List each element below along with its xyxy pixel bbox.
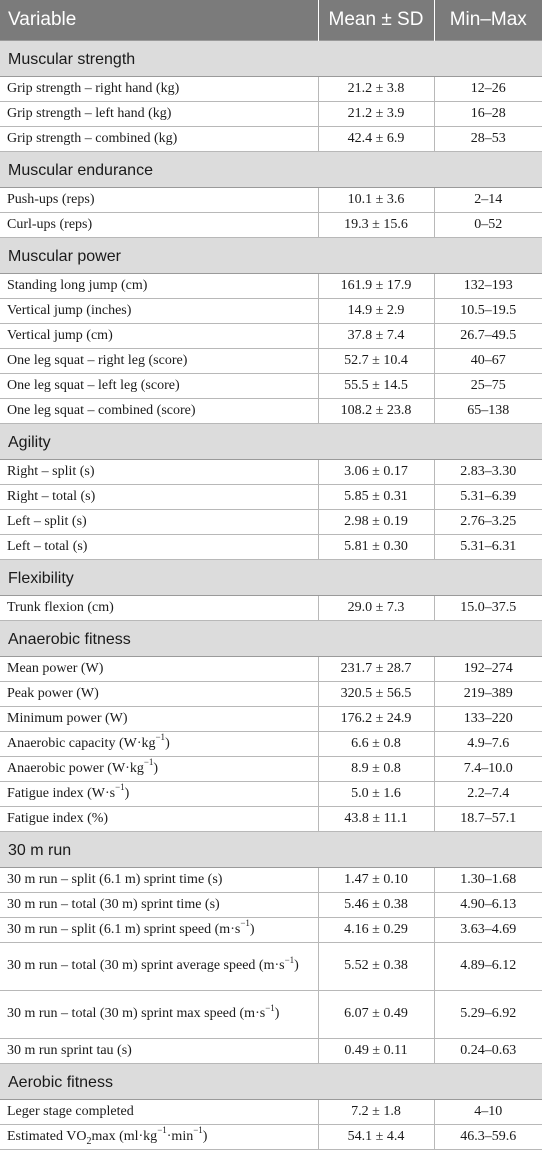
variable-cell: Left – total (s) [0, 535, 318, 560]
variable-cell: 30 m run – total (30 m) sprint time (s) [0, 893, 318, 918]
variable-cell: Right – split (s) [0, 460, 318, 485]
section-title: Muscular power [0, 238, 542, 274]
variable-cell: One leg squat – right leg (score) [0, 349, 318, 374]
variable-cell: Grip strength – left hand (kg) [0, 102, 318, 127]
mean-sd-cell: 29.0 ± 7.3 [318, 596, 434, 621]
variable-cell: Anaerobic power $(W\cdot kg^{-1})$ [0, 757, 318, 782]
table-row [0, 1100, 542, 1125]
variable-cell: Leger stage completed [0, 1100, 318, 1125]
table-row [0, 991, 542, 1039]
section-title: Flexibility [0, 560, 542, 596]
min-max-cell: 40–67 [434, 349, 542, 374]
mean-sd-cell: 37.8 ± 7.4 [318, 324, 434, 349]
variable-cell: Estimated $VO_2\max$ $(ml\cdot kg^{-1}\cdot\min^{-1})$ [0, 1125, 318, 1150]
variable-cell: Left – split (s) [0, 510, 318, 535]
min-max-cell: 7.4–10.0 [434, 757, 542, 782]
table-row [0, 299, 542, 324]
table-row [0, 102, 542, 127]
variable-cell: Peak power (W) [0, 682, 318, 707]
mean-sd-cell: 176.2 ± 24.9 [318, 707, 434, 732]
mean-sd-cell: 5.52 ± 0.38 [318, 943, 434, 991]
section-header-row [0, 560, 542, 596]
table-row [0, 127, 542, 152]
variable-cell: Vertical jump (inches) [0, 299, 318, 324]
variable-cell: One leg squat – left leg (score) [0, 374, 318, 399]
variable-cell: Grip strength – combined (kg) [0, 127, 318, 152]
mean-sd-cell: 5.81 ± 0.30 [318, 535, 434, 560]
table-row [0, 868, 542, 893]
min-max-cell: 192–274 [434, 657, 542, 682]
min-max-cell: 2.76–3.25 [434, 510, 542, 535]
min-max-cell: 2.83–3.30 [434, 460, 542, 485]
table-row [0, 657, 542, 682]
mean-sd-cell: 108.2 ± 23.8 [318, 399, 434, 424]
variable-cell: Push-ups (reps) [0, 188, 318, 213]
variable-cell: Minimum power (W) [0, 707, 318, 732]
table-row [0, 1125, 542, 1150]
mean-sd-cell: 8.9 ± 0.8 [318, 757, 434, 782]
table-row [0, 374, 542, 399]
section-header-row [0, 238, 542, 274]
mean-sd-cell: 231.7 ± 28.7 [318, 657, 434, 682]
table-row [0, 460, 542, 485]
table-row [0, 682, 542, 707]
table-row [0, 510, 542, 535]
mean-sd-cell: 0.49 ± 0.11 [318, 1039, 434, 1064]
section-header-row [0, 424, 542, 460]
section-header-row [0, 41, 542, 77]
min-max-cell: 10.5–19.5 [434, 299, 542, 324]
min-max-cell: 0–52 [434, 213, 542, 238]
min-max-cell: 12–26 [434, 77, 542, 102]
min-max-cell: 1.30–1.68 [434, 868, 542, 893]
mean-sd-cell: 55.5 ± 14.5 [318, 374, 434, 399]
mean-sd-cell: 7.2 ± 1.8 [318, 1100, 434, 1125]
variable-cell: Fatigue index (%) [0, 807, 318, 832]
header-min-max: Min–Max [434, 0, 542, 41]
variable-cell: Fatigue index $(W\cdot s^{-1})$ [0, 782, 318, 807]
mean-sd-cell: 43.8 ± 11.1 [318, 807, 434, 832]
mean-sd-cell: 320.5 ± 56.5 [318, 682, 434, 707]
section-header-row [0, 621, 542, 657]
min-max-cell: 133–220 [434, 707, 542, 732]
min-max-cell: 65–138 [434, 399, 542, 424]
table-row [0, 943, 542, 991]
section-title: Muscular strength [0, 41, 542, 77]
min-max-cell: 5.31–6.31 [434, 535, 542, 560]
mean-sd-cell: 5.0 ± 1.6 [318, 782, 434, 807]
mean-sd-cell: 1.47 ± 0.10 [318, 868, 434, 893]
section-header-row [0, 152, 542, 188]
mean-sd-cell: 10.1 ± 3.6 [318, 188, 434, 213]
min-max-cell: 2.2–7.4 [434, 782, 542, 807]
section-title: Muscular endurance [0, 152, 542, 188]
header-mean-sd: Mean ± SD [318, 0, 434, 41]
table-row [0, 918, 542, 943]
min-max-cell: 15.0–37.5 [434, 596, 542, 621]
header-variable: Variable [0, 0, 318, 41]
min-max-cell: 4.90–6.13 [434, 893, 542, 918]
mean-sd-cell: 2.98 ± 0.19 [318, 510, 434, 535]
mean-sd-cell: 21.2 ± 3.8 [318, 77, 434, 102]
min-max-cell: 5.31–6.39 [434, 485, 542, 510]
min-max-cell: 219–389 [434, 682, 542, 707]
mean-sd-cell: 14.9 ± 2.9 [318, 299, 434, 324]
table-row [0, 807, 542, 832]
min-max-cell: 16–28 [434, 102, 542, 127]
mean-sd-cell: 52.7 ± 10.4 [318, 349, 434, 374]
table-row [0, 324, 542, 349]
variable-cell: Trunk flexion (cm) [0, 596, 318, 621]
table-row [0, 757, 542, 782]
mean-sd-cell: 161.9 ± 17.9 [318, 274, 434, 299]
table-row [0, 213, 542, 238]
min-max-cell: 4–10 [434, 1100, 542, 1125]
min-max-cell: 2–14 [434, 188, 542, 213]
mean-sd-cell: 6.6 ± 0.8 [318, 732, 434, 757]
table-row [0, 274, 542, 299]
section-title: Anaerobic fitness [0, 621, 542, 657]
min-max-cell: 25–75 [434, 374, 542, 399]
min-max-cell: 46.3–59.6 [434, 1125, 542, 1150]
table-row [0, 399, 542, 424]
table-row [0, 707, 542, 732]
table-row [0, 485, 542, 510]
min-max-cell: 132–193 [434, 274, 542, 299]
min-max-cell: 4.89–6.12 [434, 943, 542, 991]
mean-sd-cell: 4.16 ± 0.29 [318, 918, 434, 943]
mean-sd-cell: 5.85 ± 0.31 [318, 485, 434, 510]
min-max-cell: 5.29–6.92 [434, 991, 542, 1039]
table-body [0, 41, 542, 1150]
min-max-cell: 18.7–57.1 [434, 807, 542, 832]
table-row [0, 893, 542, 918]
section-header-row [0, 1064, 542, 1100]
table-row [0, 596, 542, 621]
mean-sd-cell: 6.07 ± 0.49 [318, 991, 434, 1039]
section-title: Agility [0, 424, 542, 460]
min-max-cell: 26.7–49.5 [434, 324, 542, 349]
min-max-cell: 0.24–0.63 [434, 1039, 542, 1064]
mean-sd-cell: 5.46 ± 0.38 [318, 893, 434, 918]
table-row [0, 1039, 542, 1064]
mean-sd-cell: 21.2 ± 3.9 [318, 102, 434, 127]
variable-cell: Standing long jump (cm) [0, 274, 318, 299]
section-title: Aerobic fitness [0, 1064, 542, 1100]
table-row [0, 732, 542, 757]
table-row [0, 188, 542, 213]
table-row [0, 349, 542, 374]
variable-cell: 30 m run sprint tau (s) [0, 1039, 318, 1064]
min-max-cell: 3.63–4.69 [434, 918, 542, 943]
variable-cell: 30 m run – total (30 m) sprint average speed $(m\cdot s^{-1})$ [0, 943, 318, 991]
variable-cell: 30 m run – total (30 m) sprint max speed $(m\cdot s^{-1})$ [0, 991, 318, 1039]
variable-cell: Curl-ups (reps) [0, 213, 318, 238]
variable-cell: 30 m run – split (6.1 m) sprint time (s) [0, 868, 318, 893]
variable-cell: Mean power (W) [0, 657, 318, 682]
mean-sd-cell: 3.06 ± 0.17 [318, 460, 434, 485]
mean-sd-cell: 42.4 ± 6.9 [318, 127, 434, 152]
variable-cell: Vertical jump (cm) [0, 324, 318, 349]
variable-cell: One leg squat – combined (score) [0, 399, 318, 424]
table-header-row [0, 0, 542, 41]
min-max-cell: 28–53 [434, 127, 542, 152]
variable-cell: Grip strength – right hand (kg) [0, 77, 318, 102]
table-row [0, 782, 542, 807]
variable-cell: Anaerobic capacity $(W\cdot kg^{-1})$ [0, 732, 318, 757]
table-row [0, 535, 542, 560]
min-max-cell: 4.9–7.6 [434, 732, 542, 757]
table-row [0, 77, 542, 102]
mean-sd-cell: 54.1 ± 4.4 [318, 1125, 434, 1150]
section-header-row [0, 832, 542, 868]
mean-sd-cell: 19.3 ± 15.6 [318, 213, 434, 238]
variable-cell: 30 m run – split (6.1 m) sprint speed $(m\cdot s^{-1})$ [0, 918, 318, 943]
variable-cell: Right – total (s) [0, 485, 318, 510]
section-title: 30 m run [0, 832, 542, 868]
